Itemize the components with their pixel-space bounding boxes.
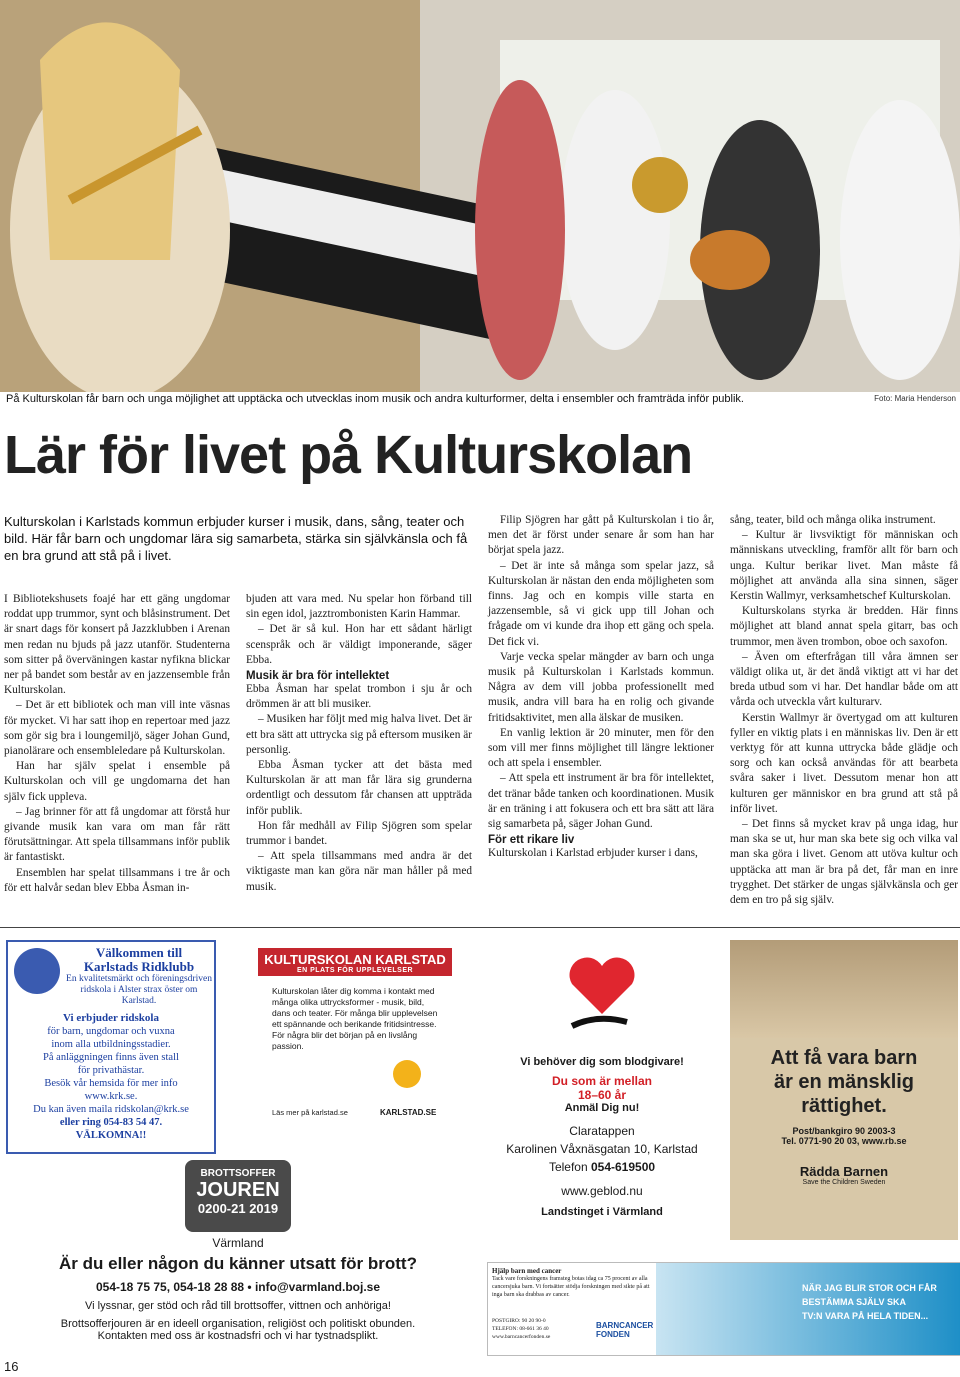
paragraph: – Det är ett bibliotek och man vill inte väsnas för mycket. Vi har satt ihop en repertoar med jazz som gör sig bra i loungemiljö, säger Johan Gund, pianolärare och ensembleledare på Kulturskolan. bbox=[4, 699, 230, 758]
ad-address: Karolinen Våxnäsgatan 10, Karlstad bbox=[506, 1142, 698, 1156]
paragraph: – Det finns så mycket krav på unga idag, hur man ska se ut, hur man ska bete sig och vilka val man ska göra i livet. Genom att utöva kultur och upptäcka att man är bra på det, får man en inre trygghet. Det stärker de ungas självkänsla och ger dem en tro på sig själv. bbox=[730, 818, 958, 907]
paragraph: Hon får medhåll av Filip Sjögren som spelar trummor i bandet. bbox=[246, 819, 472, 848]
ad-body: Kulturskolan låter dig komma i kontakt med många olika uttrycksformer - musik, bild, dans och teater. För många blir upplevelsen ett spännande och berikande fritidsintresse. För några blir det början på en livslång passion. bbox=[272, 986, 438, 1051]
paragraph: Ebba Åsman tycker att det bästa med Kulturskolan är att man får lära sig grunderna ordentligt och dessutom får chansen att uppträda inför publik. bbox=[246, 759, 472, 817]
ad-slogan bbox=[802, 1281, 952, 1323]
paragraph: bjuden att vara med. Nu spelar hon förband till sin egen idol, jazztrombonisten Karin Hammar. bbox=[246, 593, 472, 621]
ad-line: inom alla utbildningsstadier. bbox=[51, 1039, 171, 1050]
landsting-logo: Landstinget i Värmland bbox=[541, 1206, 663, 1218]
ad-body: Tack vare forskningens framsteg botas idag ca 75 procent av alla cancersjuka barn. Vi fortsätter stödja forskningen med sikte på att inga barn ska drabbas av cancer. bbox=[492, 1276, 650, 1298]
ad-line: eller ring 054-83 54 47. bbox=[59, 1117, 163, 1128]
ad-line: På anläggningen finns även stall bbox=[43, 1052, 179, 1063]
ad-heading: Är du eller någon du känner utsatt för brott? bbox=[59, 1254, 417, 1273]
paragraph: – Musiken har följt med mig halva livet. Det är ett bra sätt att uttrycka sig på eftersom musiken är personlig. bbox=[246, 713, 472, 756]
paragraph: Ensemblen har spelat tillsammans i tre år och för ett halvår sedan blev Ebba Åsman in- bbox=[4, 866, 230, 894]
ad-ridklubb[interactable] bbox=[6, 940, 216, 1154]
ad-kulturskolan[interactable] bbox=[258, 948, 452, 1138]
slogan-line: rättighet. bbox=[801, 1095, 887, 1117]
paragraph: Filip Sjögren har gått på Kulturskolan i tio år, men det är först under senare år som han har börjat spela jazz. bbox=[488, 514, 714, 557]
logo-text: JOUREN bbox=[196, 1179, 280, 1201]
paragraph: I Bibliotekshusets foajé har ett gäng ungdomar roddat upp trummor, synt och blåsinstrument. Det är snart dags för konsert på Jazzklubben i Arenan men redan nu bjuds på jazz utanför. Studenterna som sitter på överväningen kastar nyfikna blickar ner på bandet som består av en jazzensemble från Kulturskolan. bbox=[4, 593, 230, 697]
paragraph: – Det är så kul. Hon har ett sådant härligt scenspråk och är väldigt imponerande, säger Ebba. bbox=[246, 623, 472, 666]
sun-icon bbox=[393, 1060, 421, 1088]
ad-highlight: 18–60 år bbox=[577, 1088, 627, 1102]
ad-line: Vi lyssnar, ger stöd och råd till brottsoffer, vittnen och anhöriga! bbox=[85, 1300, 391, 1312]
ad-contact: Tel. 0771-90 20 03, www.rb.se bbox=[781, 1136, 907, 1146]
logo-text: FONDEN bbox=[596, 1330, 630, 1339]
paragraph: Kulturskolans styrka är bredden. Här finns möjlighet att bland annat spela gitarr, bas och trummor, men även trombon, oboe och saxofon. bbox=[730, 605, 958, 648]
article-column-1 bbox=[4, 592, 230, 896]
ad-barncancerfonden[interactable] bbox=[487, 1262, 960, 1356]
phone-number: 054-619500 bbox=[590, 1160, 656, 1174]
heart-hand-icon bbox=[557, 944, 647, 1034]
ad-subtitle: En kvalitetsmärkt och föreningsdriven ridskola i Alster strax öster om Karlstad. bbox=[66, 974, 212, 1006]
article-column-2 bbox=[246, 592, 472, 895]
slogan-line: TV:N VARA PÅ HELA TIDEN... bbox=[802, 1311, 929, 1321]
ad-brottsofferjouren[interactable] bbox=[6, 1158, 470, 1353]
ad-heading: Hjälp barn med cancer bbox=[492, 1267, 562, 1275]
article-lead: Kulturskolan i Karlstads kommun erbjuder kurser i musik, dans, sång, teater och bild. Här får barn och ungdomar lära sig samarbeta, stärka sin självkänsla och få en bra grund att stå på i livet. bbox=[4, 514, 468, 563]
email-link[interactable]: Du kan även maila ridskolan@krk.se bbox=[33, 1104, 189, 1115]
paragraph: Han har själv spelat i ensemble på Kulturskolan och vill ge ungdomarna det han själv fick uppleva. bbox=[4, 760, 230, 803]
paragraph: Varje vecka spelar mängder av barn och unga musik på Kulturskolan i Karlstads kommun. Några av dem vill jobba professionellt med musik, andra vill bara ha en rolig och givande fritidsaktivitet, men alla älskar de musiken. bbox=[488, 650, 714, 724]
ad-radda-barnen[interactable] bbox=[730, 940, 958, 1240]
ad-highlight: Du som är mellan bbox=[551, 1074, 653, 1088]
ad-place: Claratappen bbox=[569, 1124, 635, 1138]
band-photo bbox=[0, 0, 960, 392]
paragraph: – Även om efterfrågan till våra ämnen ser väldigt olika ut, är det ändå viktigt att vi har det breda utbud som vi har. Det handlar både om att vårda och utveckla vårt kulturarv. bbox=[730, 650, 958, 709]
paragraph: Kulturskolan i Karlstad erbjuder kurser i dans, bbox=[488, 847, 698, 860]
paragraph: – Det är inte så många som spelar jazz, så Kulturskolan är nästan den enda möjligheten som finns. Jag och en kompis ville starta en jazzensemble, så vi gick upp till Johan och frågade om vi kunde dra ihop ett gäng och spela. Det fick vi. bbox=[488, 559, 714, 648]
ad-line: Besök vår hemsida för mer info bbox=[44, 1078, 178, 1089]
ad-link[interactable]: Läs mer på karlstad.se bbox=[272, 1108, 348, 1117]
slogan-line: är en mänsklig bbox=[773, 1071, 915, 1093]
ad-title: Välkommen till bbox=[95, 945, 183, 960]
horse-logo-icon bbox=[14, 948, 60, 994]
barncancerfonden-logo bbox=[596, 1321, 653, 1339]
subheading: För ett rikare liv bbox=[488, 834, 575, 847]
paragraph: – Kultur är livsviktigt för människan och människans utveckling, framför allt för barn och unga. Kultur berikar livet. Man måste få möjlighet att använda alla sina sinnen, säger Kerstin Wallmyr, verksamhetschef Kulturskolan. bbox=[730, 529, 958, 603]
article-headline: Lär för livet på Kulturskolan bbox=[4, 425, 693, 485]
page-number: 16 bbox=[4, 1359, 19, 1374]
org-logo: Rädda Barnen bbox=[799, 1164, 889, 1179]
paragraph: – Jag brinner för att få ungdomar att förstå hur givande musik kan vara om man får rätt förutsättningar. Att spela tillsammans inför publik är fantastiskt. bbox=[4, 805, 230, 864]
paragraph: sång, teater, bild och många olika instrument. bbox=[730, 514, 936, 526]
child-photo bbox=[730, 940, 958, 1038]
ad-line: Kontakten med oss är kostnadsfri och vi har tystnadsplikt. bbox=[97, 1330, 379, 1342]
slogan-line: BESTÄMMA SJÄLV SKA bbox=[802, 1297, 907, 1307]
paragraph: – Att spela tillsammans med andra är det viktigaste man kan göra när man håller på med musik. bbox=[246, 850, 472, 893]
phone-label: Telefon bbox=[548, 1160, 588, 1174]
logo-text: 0200-21 2019 bbox=[197, 1201, 279, 1216]
slogan-line: Att få vara barn bbox=[770, 1047, 918, 1069]
ad-heading: Vi erbjuder ridskola bbox=[63, 1012, 159, 1024]
website-link[interactable]: www.krk.se. bbox=[84, 1091, 138, 1102]
article-column-3 bbox=[488, 513, 714, 861]
ad-line: för barn, ungdomar och vuxna bbox=[47, 1026, 175, 1037]
ad-line: Brottsofferjouren är en ideell organisation, religiöst och politiskt obunden. bbox=[60, 1318, 416, 1330]
karlstad-logo: KARLSTAD.SE bbox=[380, 1108, 437, 1117]
ad-line: VÄLKOMNA!! bbox=[75, 1130, 147, 1141]
logo-text: BARNCANCER bbox=[596, 1321, 654, 1330]
child-photo bbox=[656, 1263, 960, 1355]
ad-slogan bbox=[730, 1046, 958, 1118]
ad-heading: Vi behöver dig som blodgivare! bbox=[520, 1056, 684, 1068]
ad-phone: TELEFON: 08-661 36 40 bbox=[492, 1326, 549, 1332]
hero-photo bbox=[0, 0, 960, 392]
ad-banner bbox=[258, 948, 452, 976]
ad-phone bbox=[487, 1160, 717, 1174]
paragraph: – Att spela ett instrument är bra för intellektet, det tränar både tanken och koordinationen. Musik är en träning i att fokusera och ett bra sätt att lära sig samarbeta på, säger Johan Gund. bbox=[488, 772, 714, 831]
ad-title: KULTURSKOLAN KARLSTAD bbox=[264, 952, 446, 967]
paragraph: Kerstin Wallmyr är övertygad om att kulturen fyller en viktig plats i en människas liv. Den är ett verktyg för att kunna uttrycka både glädje och sorg och kan också användas för att bearbeta svåra saker i livet. Dessutom menar hon att kulturen ger människor en bra grund att stå på inför livet. bbox=[730, 711, 958, 815]
paragraph: En vanlig lektion är 20 minuter, men för den som vill mer finns möjlighet till längre lektioner och att spela i ensembler. bbox=[488, 726, 714, 770]
ad-contacts: 054-18 75 75, 054-18 28 88 • info@varmland.boj.se bbox=[95, 1280, 381, 1294]
photo-credit: Foto: Maria Henderson bbox=[874, 394, 956, 403]
paragraph: Ebba Åsman har spelat trombon i sju år och drömmen är att bli musiker. bbox=[246, 683, 472, 711]
website-link[interactable]: www.geblod.nu bbox=[561, 1184, 643, 1198]
org-tagline: Save the Children Sweden bbox=[802, 1179, 886, 1186]
website-link[interactable]: www.barncancerfonden.se bbox=[492, 1334, 551, 1340]
photo-caption: På Kulturskolan får barn och unga möjlighet att upptäcka och utvecklas inom musik och andra kulturformer, delta i ensembler och framträda inför publik. bbox=[6, 393, 744, 405]
section-divider bbox=[0, 927, 960, 928]
subheading: Musik är bra för intellektet bbox=[246, 670, 390, 683]
ad-postgiro: POSTGIRO: 90 20 90-0 bbox=[492, 1318, 546, 1324]
article-column-4 bbox=[730, 513, 958, 908]
ad-blodgivare[interactable] bbox=[487, 940, 717, 1240]
ad-line: för privathästar. bbox=[77, 1065, 145, 1076]
ad-tagline: EN PLATS FÖR UPPLEVELSER bbox=[296, 967, 414, 974]
ad-bankgiro: Post/bankgiro 90 2003-3 bbox=[792, 1126, 896, 1136]
logo-text: BROTTSOFFER bbox=[200, 1168, 276, 1179]
slogan-line: NÄR JAG BLIR STOR OCH FÅR bbox=[802, 1283, 937, 1293]
boj-logo bbox=[185, 1160, 291, 1232]
ad-region: Värmland bbox=[212, 1236, 264, 1250]
ad-title: Karlstads Ridklubb bbox=[83, 959, 195, 974]
ad-cta: Anmäl Dig nu! bbox=[564, 1102, 640, 1114]
